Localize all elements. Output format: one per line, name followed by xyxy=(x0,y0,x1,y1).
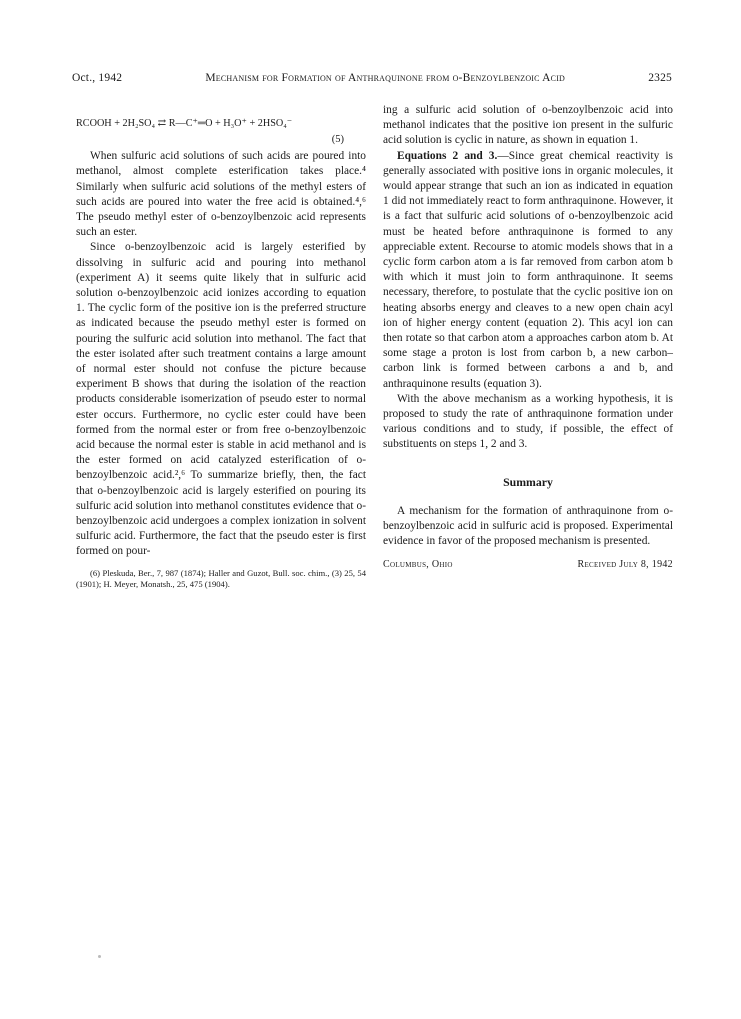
left-column xyxy=(76,103,366,590)
signoff xyxy=(383,557,673,572)
footnote-number: (6) xyxy=(90,567,101,578)
page-header xyxy=(72,72,672,84)
received-date: Received July 8, 1942 xyxy=(577,559,673,571)
right-column xyxy=(383,103,673,573)
equation-5: RCOOH + 2H₂SO₄ ⇄ R—C⁺═O + H₃O⁺ + 2HSO₄⁻ xyxy=(76,118,293,129)
footnote-text: Pleskuda, Ber., 7, 987 (1874); Haller and Guzot, Bull. soc. chim., (3) 25, 54 (1901); H. Meyer, Monatsh., 25, 475 (1904). xyxy=(76,567,366,589)
location: Columbus, Ohio xyxy=(383,559,453,571)
paragraph: Since o-benzoylbenzoic acid is largely esterified by dissolving in sulfuric acid and pouring into methanol (experiment A) it seems quite likely that in sulfuric acid solution o-benzoylbenzoic acid ionizes according to equation 1. The cyclic form of the positive ion is the preferred structure as indicated because the pseudo methyl ester is formed on pouring the sulfuric acid solution into methanol. The fact that the ester isolated after such treatment contains a large amount of normal ester should not confuse the picture because experiment B shows that during the isolation of the reaction products considerable isomerization of pseudo ester to normal ester occurs. Furthermore, no cyclic ester could have been formed from the normal ester or from free o-benzoylbenzoic acid because the normal ester is stable in acid methanol and is the ester formed on acid catalyzed esterification of o-benzoylbenzoic acid.²,⁶ To summarize briefly, then, the fact that o-benzoylbenzoic acid is largely esterified on pouring its sulfuric acid solution into methanol constitutes evidence that o-benzoylbenzoic acid undergoes a complex ionization in solvent sulfuric acid. Furthermore, the fact that the pseudo ester is first formed on pour- xyxy=(76,241,366,558)
header-date: Oct., 1942 xyxy=(72,72,123,84)
scan-speck xyxy=(98,955,101,958)
paragraph xyxy=(383,149,673,392)
paragraph-text: —Since great chemical reactivity is generally associated with positive ions in organic molecules, it would appear strange that such an ion as indicated in equation 1 did not immediately react to form anthraquinone. However, it is a fact that sulfuric acid solutions of o-benzoylbenzoic acid must be heated before anthraquinone is formed to any appreciable extent. Recourse to atomic models shows that in a cyclic form carbon atom a is far removed from carbon atom b with which it must join to form anthraquinone. It seems necessary, therefore, to postulate that the cyclic positive ion on heating absorbs energy and cleaves to a new open chain acyl ion of higher energy content (equation 2). This acyl ion can then rotate so that carbon atom a approaches carbon atom b. At some stage a proton is lost from carbon b, a new carbon–carbon link is formed between carbons a and b, and anthraquinone results (equation 3). xyxy=(383,149,673,390)
section-heading-inline: Equations 2 and 3. xyxy=(397,149,498,162)
paragraph: When sulfuric acid solutions of such acids are poured into methanol, almost complete esterification takes place.⁴ Similarly when sulfuric acid solutions of the methyl esters of such acids are poured into water the free acid is obtained.⁴,⁶ The pseudo methyl ester of o-benzoylbenzoic acid represents such an ester. xyxy=(76,150,366,239)
summary-paragraph: A mechanism for the formation of anthraquinone from o-benzoylbenzoic acid in sulfuric acid is proposed. Experimental evidence in favor of the proposed mechanism is presented. xyxy=(383,504,673,548)
header-title: Mechanism for Formation of Anthraquinone from o-Benzoylbenzoic Acid xyxy=(205,72,566,84)
paragraph: ing a sulfuric acid solution of o-benzoylbenzoic acid into methanol indicates that the positive ion present in the sulfuric acid solution is cyclic in nature, as shown in equation 1. xyxy=(383,104,673,147)
footnote xyxy=(76,568,366,590)
equation-number: (5) xyxy=(331,134,344,145)
paragraph: With the above mechanism as a working hypothesis, it is proposed to study the rate of anthraquinone formation under various conditions and to study, if possible, the effect of substituents on steps 1, 2 and 3. xyxy=(383,392,673,451)
header-page-number: 2325 xyxy=(648,72,672,84)
summary-heading: Summary xyxy=(503,474,553,489)
